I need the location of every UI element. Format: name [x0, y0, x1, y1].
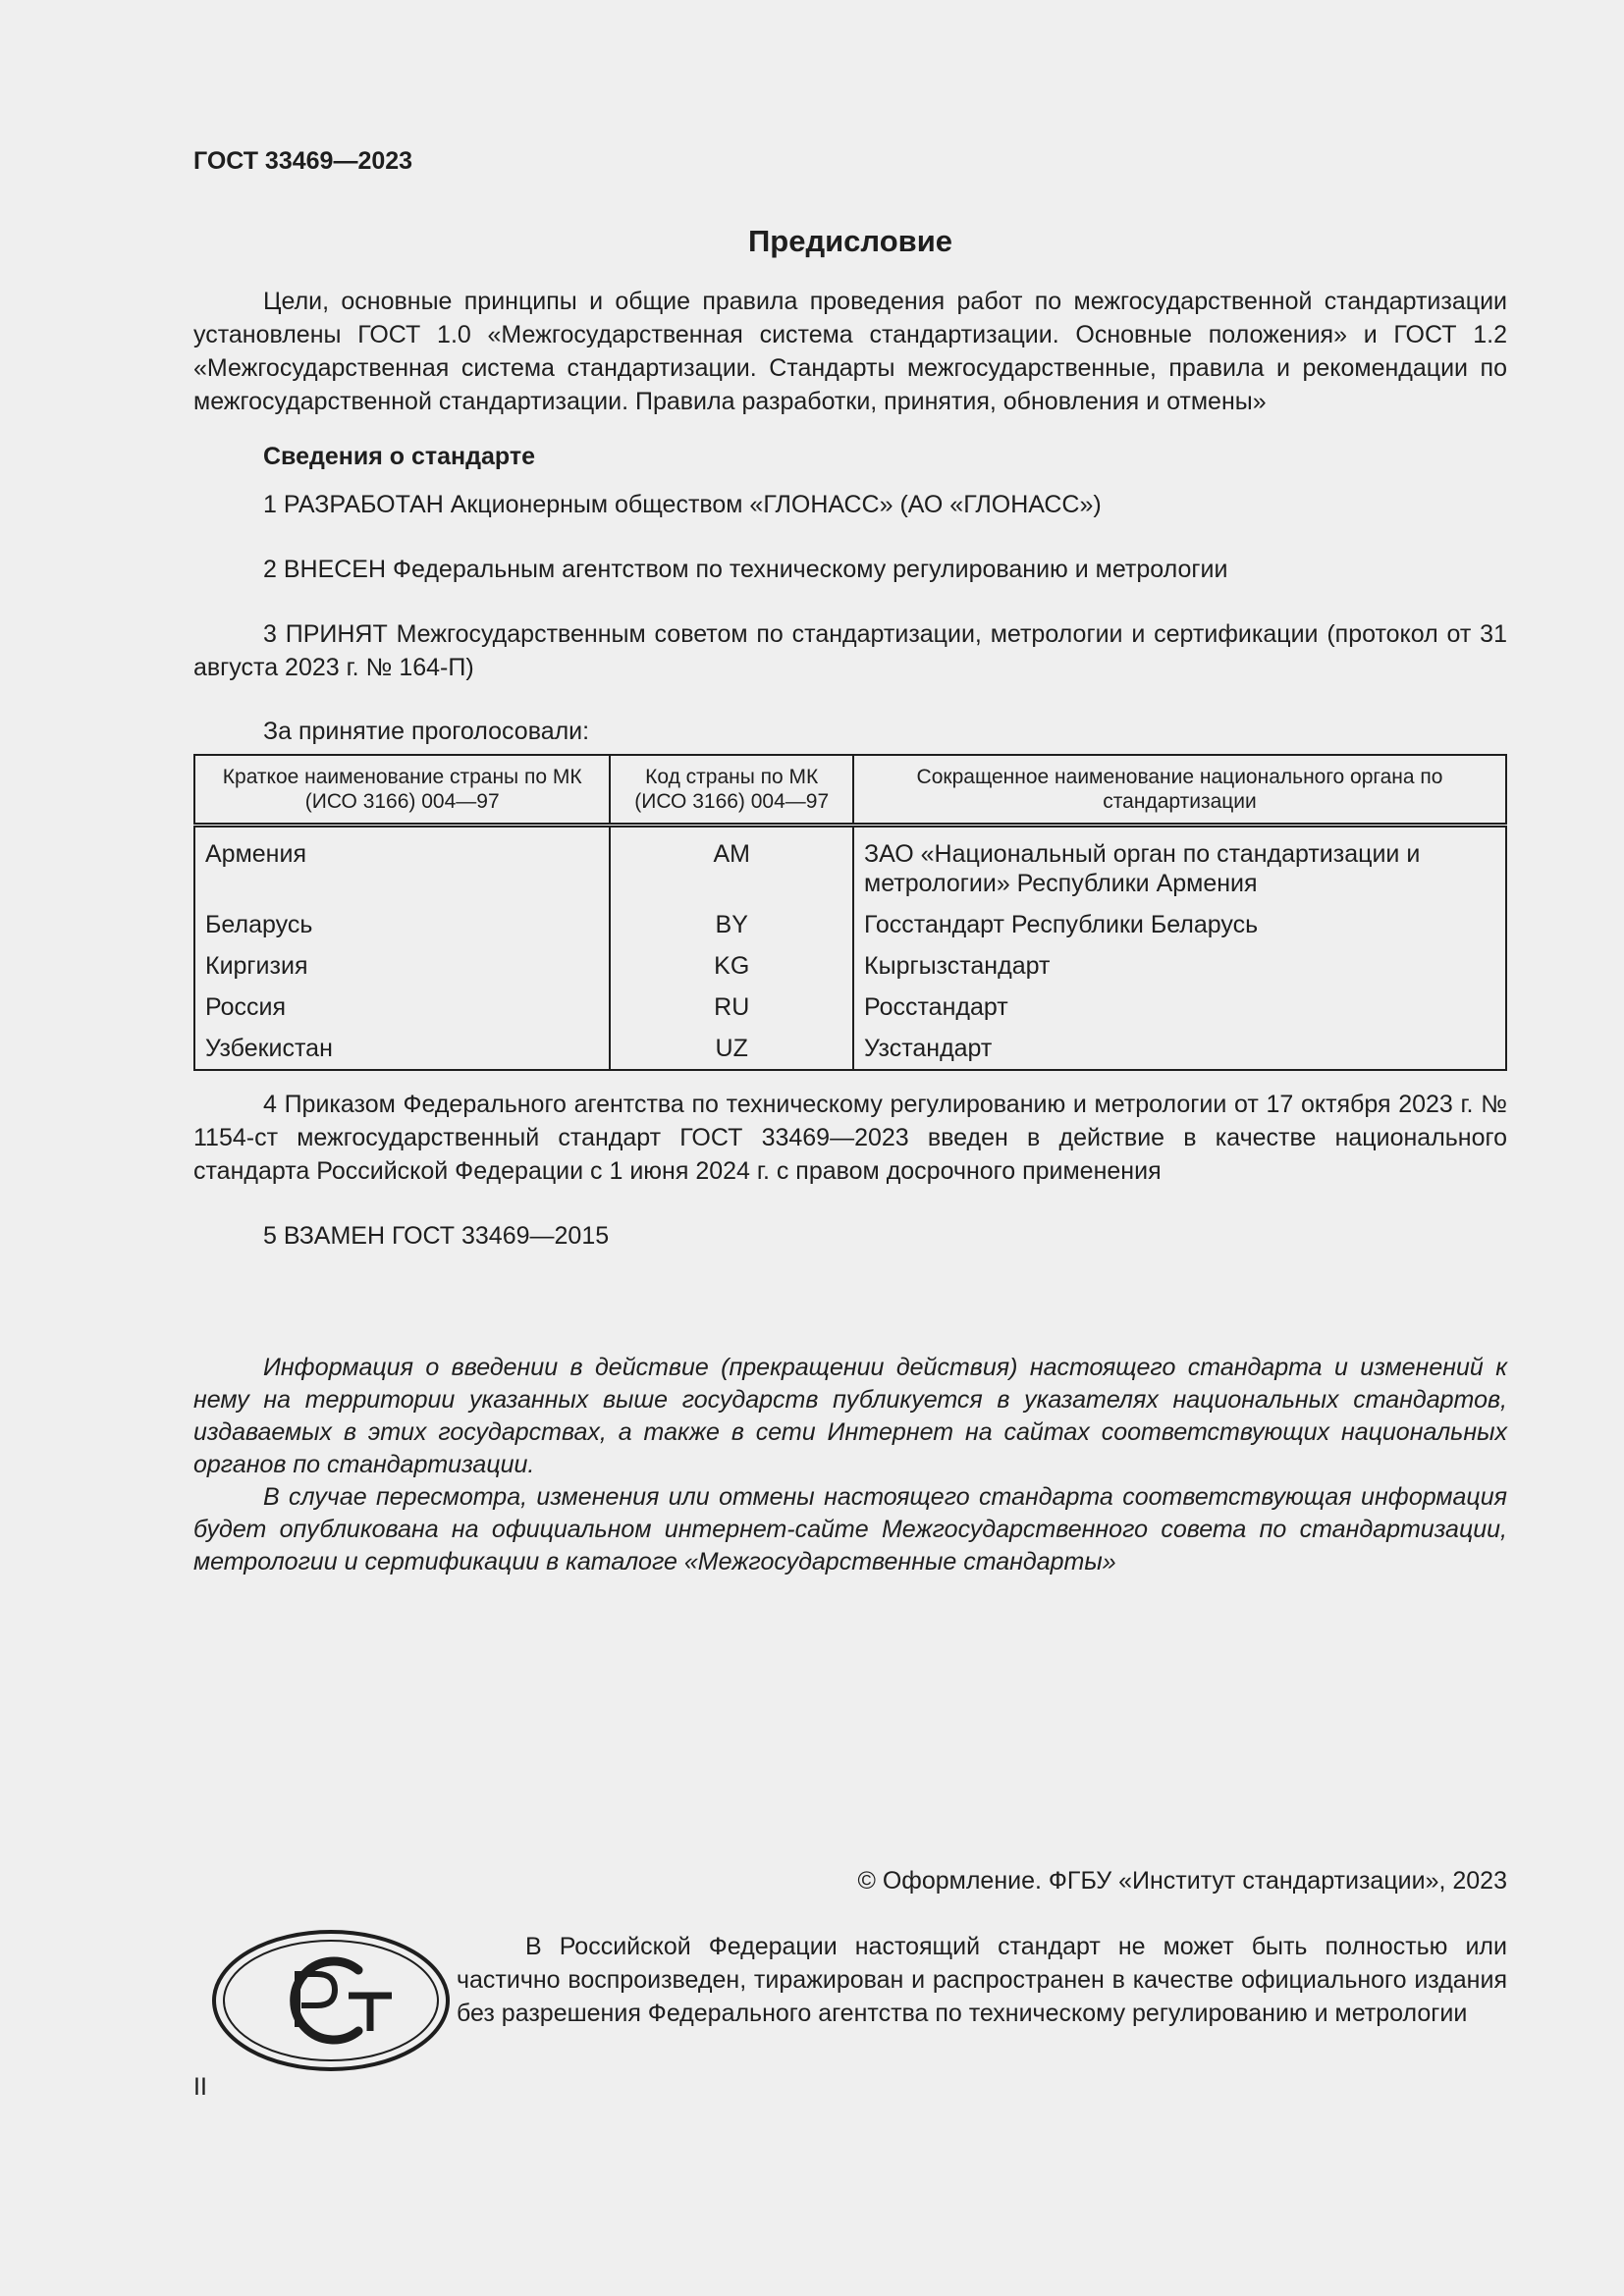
cell-code: AM — [610, 826, 853, 905]
cell-body: Росстандарт — [853, 987, 1506, 1028]
cell-code: BY — [610, 904, 853, 945]
page-number: II — [193, 2073, 207, 2101]
intro-paragraph: Цели, основные принципы и общие правила проведения работ по межгосударственной стандартизации установлены ГОСТ 1.0 «Межгосударственная система стандартизации. Основные положения» и ГОСТ 1.2 «Межгосударственная система стандартизации. Стандарты межгосударственные, правила и рекомендации по межгосударственной стандартизации. Правила разработки, принятия, обновления и отмены» — [193, 288, 1507, 415]
cell-country: Беларусь — [194, 904, 610, 945]
cell-body: Узстандарт — [853, 1028, 1506, 1070]
cell-code: KG — [610, 945, 853, 987]
note-revision-info: В случае пересмотра, изменения или отмены настоящего стандарта соответствующая информация будет опубликована на официальном интернет-сайте Межгосударственного совета по стандартизации, метрологии и сертификации в каталоге «Межгосударственные стандарты» — [193, 1483, 1507, 1575]
cell-code: RU — [610, 987, 853, 1028]
column-header-code: Код страны по МК (ИСО 3166) 004—97 — [610, 755, 853, 826]
cell-body: ЗАО «Национальный орган по стандартизации и метрологии» Республики Армения — [853, 826, 1506, 905]
cell-body: Кыргызстандарт — [853, 945, 1506, 987]
table-row — [194, 987, 1506, 1028]
copyright-notice: © Оформление. ФГБУ «Институт стандартизации», 2023 — [857, 1867, 1507, 1895]
table-row — [194, 904, 1506, 945]
document-code: ГОСТ 33469—2023 — [193, 147, 413, 175]
cell-body: Госстандарт Республики Беларусь — [853, 904, 1506, 945]
table-row — [194, 1028, 1506, 1070]
column-header-body: Сокращенное наименование национального органа по стандартизации — [853, 755, 1506, 826]
cell-code: UZ — [610, 1028, 853, 1070]
rst-logo-icon — [211, 1929, 451, 2072]
table-header-row — [194, 755, 1506, 826]
reproduction-rights-notice: В Российской Федерации настоящий стандарт не может быть полностью или частично воспроизведен, тиражирован и распространен в качестве официального издания без разрешения Федерального агентства по техническому регулированию и метрологии — [457, 1933, 1507, 2027]
item-3-adopted: 3 ПРИНЯТ Межгосударственным советом по стандартизации, метрологии и сертификации (протокол от 31 августа 2023 г. № 164-П) — [193, 620, 1507, 681]
cell-country: Киргизия — [194, 945, 610, 987]
cell-country: Армения — [194, 826, 610, 905]
info-heading: Сведения о стандарте — [263, 443, 536, 470]
item-2-submitted: 2 ВНЕСЕН Федеральным агентством по техническому регулированию и метрологии — [263, 556, 1228, 583]
item-5-replaces: 5 ВЗАМЕН ГОСТ 33469—2015 — [263, 1222, 610, 1250]
note-implementation-info: Информация о введении в действие (прекращении действия) настоящего стандарта и изменений к нему на территории указанных выше государств публикуется в указателях национальных стандартов, издаваемых в этих государствах, а также в сети Интернет на сайтах соответствующих национальных органов по стандартизации. — [193, 1354, 1507, 1478]
votes-label: За принятие проголосовали: — [263, 718, 590, 745]
table-row — [194, 945, 1506, 987]
page-title: Предисловие — [747, 224, 952, 258]
item-4-enacted: 4 Приказом Федерального агентства по техническому регулированию и метрологии от 17 октября 2023 г. № 1154-ст межгосударственный стандарт ГОСТ 33469—2023 введен в действие в качестве национального стандарта Российской Федерации с 1 июня 2024 г. с правом досрочного применения — [193, 1091, 1507, 1185]
cell-country: Узбекистан — [194, 1028, 610, 1070]
column-header-country: Краткое наименование страны по МК (ИСО 3166) 004—97 — [194, 755, 610, 826]
table-row — [194, 826, 1506, 905]
item-1-developed: 1 РАЗРАБОТАН Акционерным обществом «ГЛОНАСС» (АО «ГЛОНАСС») — [263, 491, 1102, 518]
cell-country: Россия — [194, 987, 610, 1028]
voting-countries-table — [193, 754, 1507, 1071]
